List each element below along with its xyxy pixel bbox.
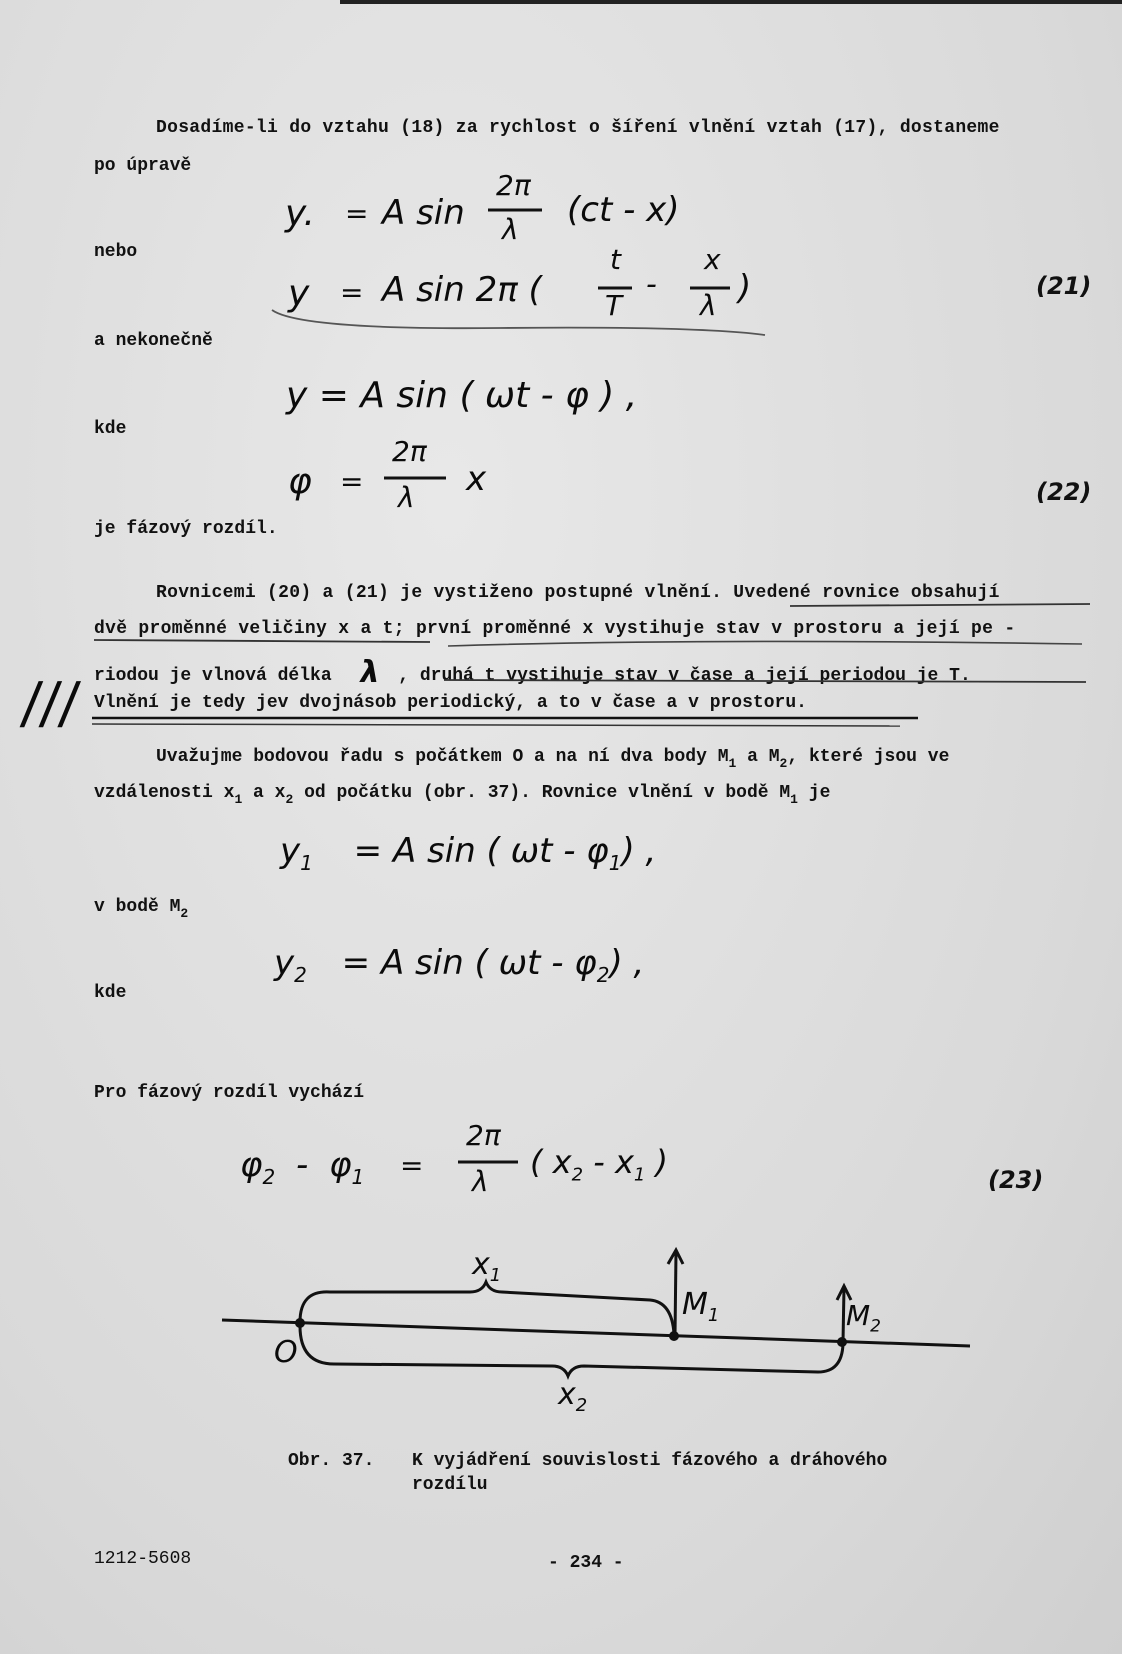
m1-sub: 1 bbox=[707, 1305, 720, 1326]
underline-p2-2b bbox=[448, 641, 1082, 646]
eq-b-close: ) bbox=[738, 268, 752, 308]
label-kde-1: kde bbox=[94, 419, 127, 439]
m2-letter: M bbox=[846, 1299, 871, 1332]
eq-g-phi2: φ bbox=[240, 1145, 263, 1185]
label-v-bode-text: v bodě M bbox=[94, 897, 181, 917]
para2-line3-b: , druhá t vystihuje stav v čase a její periodou je T. bbox=[398, 666, 971, 686]
figure-caption-number: Obr. 37. bbox=[288, 1451, 375, 1471]
eq-g-phi1: φ bbox=[329, 1145, 352, 1185]
footer-code: 1212-5608 bbox=[94, 1549, 192, 1569]
para3-line1-b: a M bbox=[736, 747, 780, 767]
label-nebo: nebo bbox=[94, 242, 138, 262]
eq-f-end: ) , bbox=[609, 943, 645, 983]
margin-mark: /// bbox=[18, 671, 83, 736]
eq-e-rest: = A sin ( ωt - φ bbox=[353, 831, 609, 871]
eq-a-lhs: y. bbox=[285, 193, 315, 234]
m1-letter: M bbox=[682, 1287, 708, 1322]
para2-line3-a: riodou je vlnová délka bbox=[94, 666, 332, 686]
sub-m2: 2 bbox=[779, 756, 788, 771]
figure-m2-label bbox=[846, 1299, 881, 1337]
eq-g-close: ) bbox=[655, 1143, 668, 1181]
eq-d-lhs: φ bbox=[288, 461, 312, 502]
figure-m1-label bbox=[682, 1287, 720, 1326]
eq-b-frac2-num: x bbox=[704, 243, 721, 276]
eq-e-sub: 1 bbox=[300, 850, 313, 875]
figure-caption-line2: rozdílu bbox=[412, 1475, 488, 1495]
eq-g-equals: = bbox=[400, 1149, 424, 1182]
label-a-nekonecne: a nekonečně bbox=[94, 331, 213, 351]
eq-b-minus: - bbox=[646, 267, 657, 302]
para3-line2-a: vzdálenosti x bbox=[94, 783, 235, 803]
para1-line1: Dosadíme-li do vztahu (18) za rychlost o šíření vlnění vztah (17), dostaneme bbox=[156, 118, 1000, 138]
underline-p2-1 bbox=[790, 604, 1090, 606]
sub-m1: 1 bbox=[728, 756, 737, 771]
eq21-underline bbox=[272, 310, 765, 335]
para3-line2-b: a x bbox=[242, 783, 286, 803]
x1-letter: x bbox=[472, 1247, 490, 1282]
eq-d-denominator: λ bbox=[398, 481, 415, 514]
eq-g-rs2: 2 bbox=[571, 1164, 584, 1186]
eq-a-rhs: (ct - x) bbox=[567, 190, 680, 230]
eq-number-22: (22) bbox=[1036, 478, 1092, 506]
eq-number-23: (23) bbox=[988, 1166, 1044, 1194]
para3-line2-d: je bbox=[797, 783, 831, 803]
m1-arrow-shaft bbox=[675, 1252, 676, 1336]
label-pro-fazovy: Pro fázový rozdíl vychází bbox=[94, 1083, 365, 1103]
figure-x2-label bbox=[558, 1377, 588, 1416]
eq-g-sub2: 2 bbox=[262, 1164, 276, 1189]
underline-p2-2 bbox=[94, 640, 430, 642]
figure-origin-label: O bbox=[274, 1335, 298, 1370]
x2-sub: 2 bbox=[575, 1395, 588, 1416]
eq-e-sub2: 1 bbox=[608, 850, 622, 875]
eq-f-rest: = A sin ( ωt - φ bbox=[341, 943, 597, 983]
underline-p2-4b bbox=[92, 724, 900, 726]
eq-a-asin: A sin bbox=[382, 193, 465, 233]
eq-f-y: y bbox=[274, 943, 295, 983]
eq-e-y: y bbox=[280, 831, 301, 871]
eq-g-rs1: 1 bbox=[633, 1164, 646, 1186]
figure-caption-line1: K vyjádření souvislosti fázového a dráhového bbox=[412, 1451, 888, 1471]
label-fazovy-rozdil: je fázový rozdíl. bbox=[94, 519, 278, 539]
eq-b-frac2-den: λ bbox=[700, 289, 717, 322]
eq-g-mid: - x bbox=[593, 1143, 634, 1181]
para1-line2: po úpravě bbox=[94, 156, 192, 176]
eq-b-asin: A sin 2π ( bbox=[382, 270, 542, 310]
eq-f-sub2: 2 bbox=[596, 962, 610, 987]
eq-g-sub1: 1 bbox=[351, 1164, 365, 1189]
eq-g-open: ( x bbox=[530, 1143, 572, 1181]
x1-sub: 1 bbox=[489, 1265, 502, 1286]
x1-brace bbox=[300, 1282, 674, 1334]
para2-line2: dvě proměnné veličiny x a t; první proměnné x vystihuje stav v prostoru a její pe - bbox=[94, 619, 1016, 639]
m2-sub: 2 bbox=[870, 1316, 881, 1337]
sub-x2: 2 bbox=[285, 792, 294, 807]
underline-p2-3 bbox=[444, 680, 1086, 682]
label-v-bode-sub: 2 bbox=[180, 906, 189, 921]
m2-arrow-shaft bbox=[843, 1288, 844, 1342]
eq-a-numerator: 2π bbox=[496, 169, 531, 202]
para2-line4: Vlnění je tedy jev dvojnásob periodický, a to v čase a v prostoru. bbox=[94, 693, 807, 713]
eq-b-frac1-den: T bbox=[605, 289, 623, 322]
eq-g-denominator: λ bbox=[472, 1165, 489, 1198]
eq-f-sub: 2 bbox=[294, 962, 307, 987]
eq-number-21: (21) bbox=[1036, 272, 1092, 300]
eq-b-lhs: y bbox=[288, 273, 310, 314]
figure-x1-label bbox=[472, 1247, 502, 1286]
eq-d-equals: = bbox=[340, 465, 364, 498]
eq-g-numerator: 2π bbox=[466, 1119, 501, 1152]
eq-e-end: ) , bbox=[621, 831, 657, 871]
para2-line1: Rovnicemi (20) a (21) je vystiženo postupné vlnění. Uvedené rovnice obsahují bbox=[156, 583, 1000, 603]
label-kde-2: kde bbox=[94, 983, 127, 1003]
para3-line2-c: od počátku (obr. 37). Rovnice vlnění v bodě M bbox=[293, 783, 791, 803]
eq-b-frac1-num: t bbox=[610, 243, 621, 276]
eq-a-denominator: λ bbox=[502, 213, 519, 246]
sub-m1b: 1 bbox=[790, 792, 798, 807]
eq-g-minus: - bbox=[295, 1145, 309, 1185]
x2-letter: x bbox=[558, 1377, 576, 1412]
equation-c: y = A sin ( ωt - φ ) , bbox=[286, 375, 638, 416]
eq-a-equals: = bbox=[345, 197, 369, 230]
sub-x1: 1 bbox=[234, 792, 243, 807]
lambda-symbol: λ bbox=[360, 655, 380, 690]
para3-line1-a: Uvažujme bodovou řadu s počátkem O a na ní dva body M bbox=[156, 747, 729, 767]
para3-line1-c: , které jsou ve bbox=[787, 747, 950, 767]
eq-d-numerator: 2π bbox=[392, 435, 427, 468]
eq-d-rhs: x bbox=[466, 459, 487, 499]
page-number: - 234 - bbox=[548, 1553, 624, 1573]
eq-b-equals: = bbox=[340, 276, 364, 309]
